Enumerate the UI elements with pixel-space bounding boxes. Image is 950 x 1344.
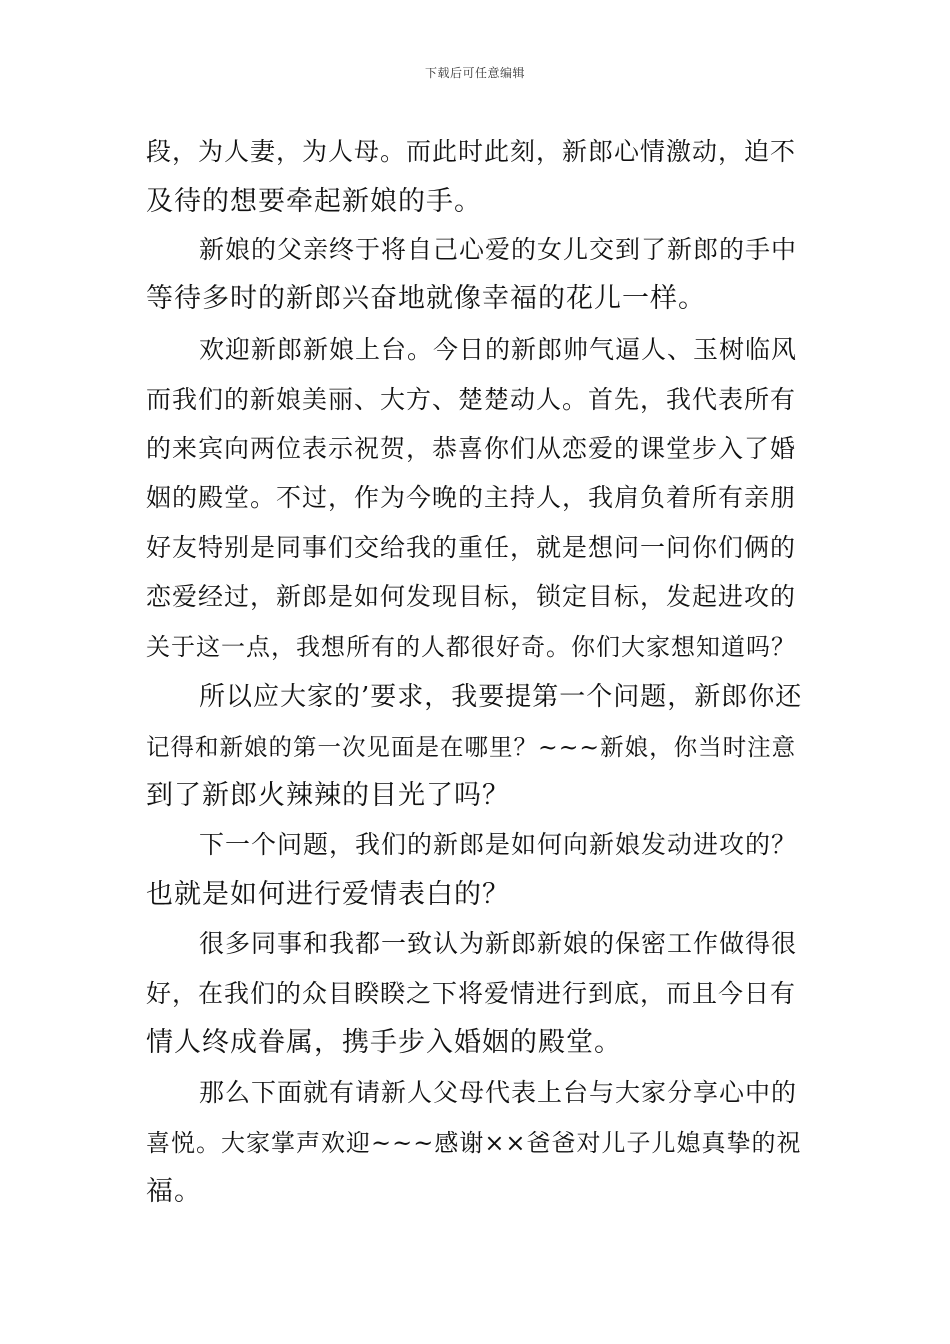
text-line: 欢迎新郎新娘上台。今日的新郎帅气逼人、玉树临风 bbox=[199, 335, 798, 364]
text-line: 关于这一点，我想所有的人都很好奇。你们大家想知道吗？ bbox=[146, 633, 796, 661]
text-line: 下一个问题，我们的新郎是如何向新娘发动进攻的？ bbox=[199, 830, 798, 859]
text-line: 所以应大家的’要求，我要提第一个问题，新郎你还 bbox=[199, 682, 803, 712]
text-line: 好，在我们的众目睽睽之下将爱情进行到底，而且今日有 bbox=[146, 979, 797, 1008]
text-line: 福。 bbox=[146, 1176, 202, 1207]
text-line: 喜悦。大家掌声欢迎~~~感谢××爸爸对儿子儿媳真挚的祝 bbox=[146, 1129, 802, 1157]
text-line: 记得和新娘的第一次见面是在哪里？~~~新娘，你当时注意 bbox=[146, 733, 797, 761]
text-line: 的来宾向两位表示祝贺，恭喜你们从恋爱的课堂步入了婚 bbox=[146, 434, 797, 463]
text-line: 到了新郎火辣辣的目光了吗？ bbox=[146, 780, 510, 811]
text-line: 那么下面就有请新人父母代表上台与大家分享心中的 bbox=[199, 1078, 798, 1107]
text-line: 也就是如何进行爱情表白的？ bbox=[146, 879, 510, 910]
text-line: 及待的想要牵起新娘的手。 bbox=[146, 186, 482, 217]
text-line: 好友特别是同事们交给我的重任，就是想问一问你们俩的 bbox=[146, 533, 797, 562]
text-line: 很多同事和我都一致认为新郎新娘的保密工作做得很 bbox=[199, 929, 798, 958]
text-line: 情人终成眷属，携手步入婚姻的殿堂。 bbox=[146, 1027, 622, 1058]
text-line: 段，为人妻，为人母。而此时此刻，新郎心情激动，迫不 bbox=[146, 137, 797, 166]
text-line: 等待多时的新郎兴奋地就像幸福的花儿一样。 bbox=[146, 283, 706, 314]
text-line: 而我们的新娘美丽、大方、楚楚动人。首先，我代表所有 bbox=[146, 385, 797, 414]
text-line: 姻的殿堂。不过，作为今晚的主持人，我肩负着所有亲朋 bbox=[146, 483, 797, 512]
text-line: 新娘的父亲终于将自己心爱的女儿交到了新郎的手中 bbox=[199, 235, 798, 264]
page-header: 下载后可任意编辑 bbox=[424, 66, 525, 80]
text-line: 恋爱经过，新郎是如何发现目标，锁定目标，发起进攻的 bbox=[146, 582, 797, 611]
